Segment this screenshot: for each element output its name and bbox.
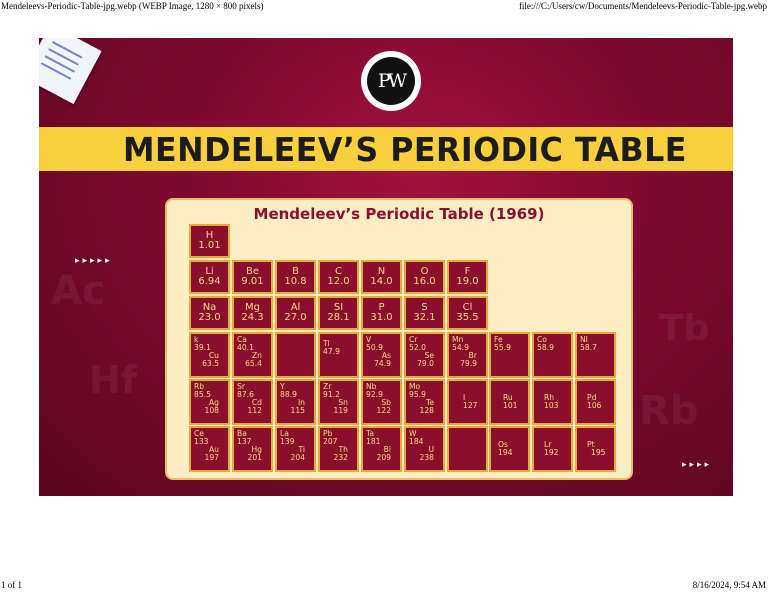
- element-cell-li: [189, 260, 230, 294]
- element-symbol: Os: [498, 440, 508, 450]
- atomic-weight: 50.9: [366, 342, 383, 352]
- atomic-weight: 192: [544, 448, 559, 457]
- element-symbol: NI: [580, 335, 588, 344]
- element-symbol: Ru: [503, 393, 513, 403]
- atomic-weight: 9.01: [241, 276, 264, 287]
- page-info: 1 of 1: [1, 580, 22, 590]
- element-cell-o: [404, 260, 445, 294]
- atomic-weight: 91.2: [323, 389, 340, 399]
- element-cell-i: [447, 379, 488, 425]
- atomic-weight: 39.1: [194, 342, 211, 352]
- element-symbol: As: [381, 350, 391, 360]
- atomic-weight: 204: [290, 452, 305, 462]
- banner-title: MENDELEEV’S PERIODIC TABLE: [123, 129, 688, 169]
- element-symbol: Be: [245, 265, 259, 277]
- element-cell-la-ti: [275, 426, 316, 472]
- atomic-weight: 133: [194, 436, 209, 446]
- atomic-weight: 92.9: [366, 389, 383, 399]
- element-cell-rb-ag: [189, 379, 230, 425]
- table-title: Mendeleev’s Periodic Table (1969): [253, 205, 545, 223]
- element-symbol: Li: [205, 265, 214, 277]
- element-symbol: O: [420, 265, 429, 277]
- element-symbol: P: [378, 301, 385, 313]
- element-cell-si: [318, 296, 359, 330]
- element-cell-p: [361, 296, 402, 330]
- atomic-weight: 52.0: [409, 342, 426, 352]
- atomic-weight: 197: [204, 452, 219, 462]
- element-cell-cl: [447, 296, 488, 330]
- element-cell-v-as: [361, 332, 402, 378]
- element-cell-y-in: [275, 379, 316, 425]
- element-cell-s: [404, 296, 445, 330]
- element-symbol: Br: [468, 350, 477, 360]
- element-symbol: Sr: [237, 382, 245, 391]
- element-symbol: Cr: [409, 335, 418, 344]
- periodic-table-card: [165, 198, 633, 480]
- atomic-weight: 27.0: [284, 312, 307, 323]
- atomic-weight: 95.9: [409, 389, 426, 399]
- atomic-weight: 24.3: [241, 312, 264, 323]
- element-symbol: Mn: [452, 335, 464, 344]
- element-symbol: Fe: [494, 335, 503, 344]
- element-symbol: Co: [537, 335, 547, 344]
- element-symbol: Cu: [208, 350, 219, 360]
- atomic-weight: 139: [280, 436, 295, 446]
- element-cell-w-u: [404, 426, 445, 472]
- element-symbol: Se: [424, 350, 434, 360]
- element-cell-ce-au: [189, 426, 230, 472]
- atomic-weight: 181: [366, 436, 381, 446]
- element-cell-be: [232, 260, 273, 294]
- atomic-weight: 232: [333, 452, 348, 462]
- atomic-weight: 28.1: [327, 312, 350, 323]
- element-symbol: F: [464, 265, 471, 277]
- element-symbol: Zr: [323, 382, 332, 391]
- element-cell-mg: [232, 296, 273, 330]
- element-cell-os: [489, 426, 530, 472]
- element-symbol: Ce: [194, 429, 204, 438]
- element-symbol: H: [205, 229, 214, 241]
- background-texture: Hf: [89, 358, 138, 402]
- background-texture: Rb: [639, 388, 699, 434]
- sticky-note-icon: [39, 38, 102, 104]
- element-cell-b: [275, 260, 316, 294]
- element-symbol: C: [335, 265, 342, 277]
- atomic-weight: 88.9: [280, 389, 297, 399]
- atomic-weight: 14.0: [370, 276, 393, 287]
- atomic-weight: 79.0: [417, 358, 434, 368]
- element-symbol: Mo: [409, 382, 421, 391]
- atomic-weight: 16.0: [413, 276, 436, 287]
- element-symbol: Ca: [237, 335, 247, 344]
- atomic-weight: 85.5: [194, 389, 211, 399]
- element-symbol: S: [421, 301, 428, 313]
- element-cell-cr-se: [404, 332, 445, 378]
- element-symbol: Sb: [381, 397, 391, 407]
- element-symbol: Zn: [251, 350, 262, 360]
- element-cell-h: [189, 224, 230, 258]
- element-cell-fe: [489, 332, 530, 378]
- atomic-weight: 54.9: [452, 342, 469, 352]
- file-url: file:///C:/Users/cw/Documents/Mendeleevs-Periodic-Table-jpg.webp: [518, 1, 767, 11]
- atomic-weight: 108: [204, 405, 219, 415]
- element-symbol: SI: [333, 301, 344, 313]
- element-symbol: Ta: [366, 429, 375, 438]
- atomic-weight: 31.0: [370, 312, 393, 323]
- element-symbol: Cl: [462, 301, 473, 313]
- element-cell-al: [275, 296, 316, 330]
- atomic-weight: 195: [591, 448, 606, 457]
- atomic-weight: 35.5: [456, 312, 479, 323]
- element-cell-lr: [532, 426, 573, 472]
- element-symbol: Cd: [251, 397, 262, 407]
- atomic-weight: 32.1: [413, 312, 436, 323]
- atomic-weight: 87.6: [237, 389, 254, 399]
- element-symbol: Pb: [323, 429, 333, 438]
- atomic-weight: 101: [503, 401, 518, 410]
- atomic-weight: 58.7: [580, 342, 597, 352]
- atomic-weight: 65.4: [245, 358, 262, 368]
- element-cell-mn-br: [447, 332, 488, 378]
- element-cell-co: [532, 332, 573, 378]
- element-symbol: Th: [338, 444, 348, 454]
- atomic-weight: 55.9: [494, 342, 511, 352]
- element-symbol: Te: [425, 397, 434, 407]
- element-cell-nb-sb: [361, 379, 402, 425]
- poster-image: [39, 38, 733, 496]
- element-symbol: Rh: [544, 393, 555, 403]
- element-symbol: Al: [290, 301, 301, 313]
- atomic-weight: 119: [333, 405, 348, 415]
- empty-cell: [447, 426, 488, 472]
- element-symbol: W: [409, 429, 417, 438]
- background-texture: Ac: [51, 268, 106, 314]
- element-symbol: In: [297, 397, 305, 407]
- element-symbol: Hg: [251, 444, 262, 454]
- atomic-weight: 40.1: [237, 342, 254, 352]
- atomic-weight: 127: [463, 401, 478, 410]
- element-symbol: Au: [208, 444, 219, 454]
- element-symbol: Rb: [194, 382, 205, 391]
- atomic-weight: 128: [419, 405, 434, 415]
- element-symbol: Mg: [245, 301, 260, 313]
- element-symbol: Bi: [383, 444, 391, 454]
- atomic-weight: 23.0: [198, 312, 221, 323]
- element-cell-mo-te: [404, 379, 445, 425]
- element-symbol: Tl: [323, 339, 330, 348]
- element-symbol: k: [194, 335, 199, 344]
- element-cell-ni: [575, 332, 616, 378]
- atomic-weight: 194: [498, 448, 513, 457]
- element-symbol: Ba: [237, 429, 247, 438]
- element-cell-rh: [532, 379, 573, 425]
- element-symbol: B: [292, 265, 299, 277]
- atomic-weight: 112: [247, 405, 262, 415]
- arrows-right-icon: ▸▸▸▸: [682, 460, 713, 470]
- element-symbol: La: [280, 429, 289, 438]
- element-cell-ru: [489, 379, 530, 425]
- element-cell-zr-sn: [318, 379, 359, 425]
- atomic-weight: 6.94: [198, 276, 221, 287]
- element-cell-ca-zn: [232, 332, 273, 378]
- atomic-weight: 10.8: [284, 276, 307, 287]
- atomic-weight: 207: [323, 436, 338, 446]
- element-symbol: U: [428, 444, 434, 454]
- atomic-weight: 106: [587, 401, 602, 410]
- print-timestamp: 8/16/2024, 9:54 AM: [692, 580, 766, 590]
- logo-text: PW: [367, 57, 415, 105]
- element-symbol: Pt: [587, 440, 595, 450]
- element-symbol: Lr: [544, 440, 552, 450]
- atomic-weight: 47.9: [323, 346, 340, 356]
- element-cell-na: [189, 296, 230, 330]
- element-symbol: I: [463, 393, 466, 403]
- atomic-weight: 209: [376, 452, 391, 462]
- atomic-weight: 1.01: [198, 240, 221, 251]
- atomic-weight: 19.0: [456, 276, 479, 287]
- title-banner: [39, 127, 733, 171]
- element-symbol: N: [377, 265, 386, 277]
- element-cell-pt: [575, 426, 616, 472]
- element-cell-c: [318, 260, 359, 294]
- atomic-weight: 103: [544, 401, 559, 410]
- atomic-weight: 63.5: [202, 358, 219, 368]
- empty-cell: [275, 332, 316, 378]
- element-cell-n: [361, 260, 402, 294]
- atomic-weight: 137: [237, 436, 252, 446]
- element-symbol: Na: [202, 301, 217, 313]
- element-cell-f: [447, 260, 488, 294]
- element-symbol: Ti: [298, 444, 305, 454]
- element-symbol: Sn: [338, 397, 348, 407]
- element-cell-ti: [318, 332, 359, 378]
- element-cell-k-cu: [189, 332, 230, 378]
- browser-title: Mendeleevs-Periodic-Table-jpg.webp (WEBP Image, 1280 × 800 pixels): [1, 1, 264, 11]
- background-texture: Tb: [659, 308, 710, 349]
- atomic-weight: 122: [376, 405, 391, 415]
- element-cell-ba-hg: [232, 426, 273, 472]
- atomic-weight: 184: [409, 436, 424, 446]
- atomic-weight: 201: [247, 452, 262, 462]
- element-symbol: Pd: [587, 393, 597, 403]
- element-cell-pb-th: [318, 426, 359, 472]
- atomic-weight: 74.9: [374, 358, 391, 368]
- atomic-weight: 115: [290, 405, 305, 415]
- atomic-weight: 79.9: [460, 358, 477, 368]
- element-cell-pd: [575, 379, 616, 425]
- element-cell-sr-cd: [232, 379, 273, 425]
- arrows-left-icon: ▸▸▸▸▸: [75, 256, 113, 266]
- atomic-weight: 58.9: [537, 342, 554, 352]
- atomic-weight: 238: [419, 452, 434, 462]
- atomic-weight: 12.0: [327, 276, 350, 287]
- element-symbol: V: [366, 335, 372, 344]
- element-symbol: Y: [280, 382, 285, 391]
- pw-logo: [361, 51, 421, 111]
- element-symbol: Nb: [366, 382, 377, 391]
- element-symbol: Ag: [208, 397, 219, 407]
- element-cell-ta-bi: [361, 426, 402, 472]
